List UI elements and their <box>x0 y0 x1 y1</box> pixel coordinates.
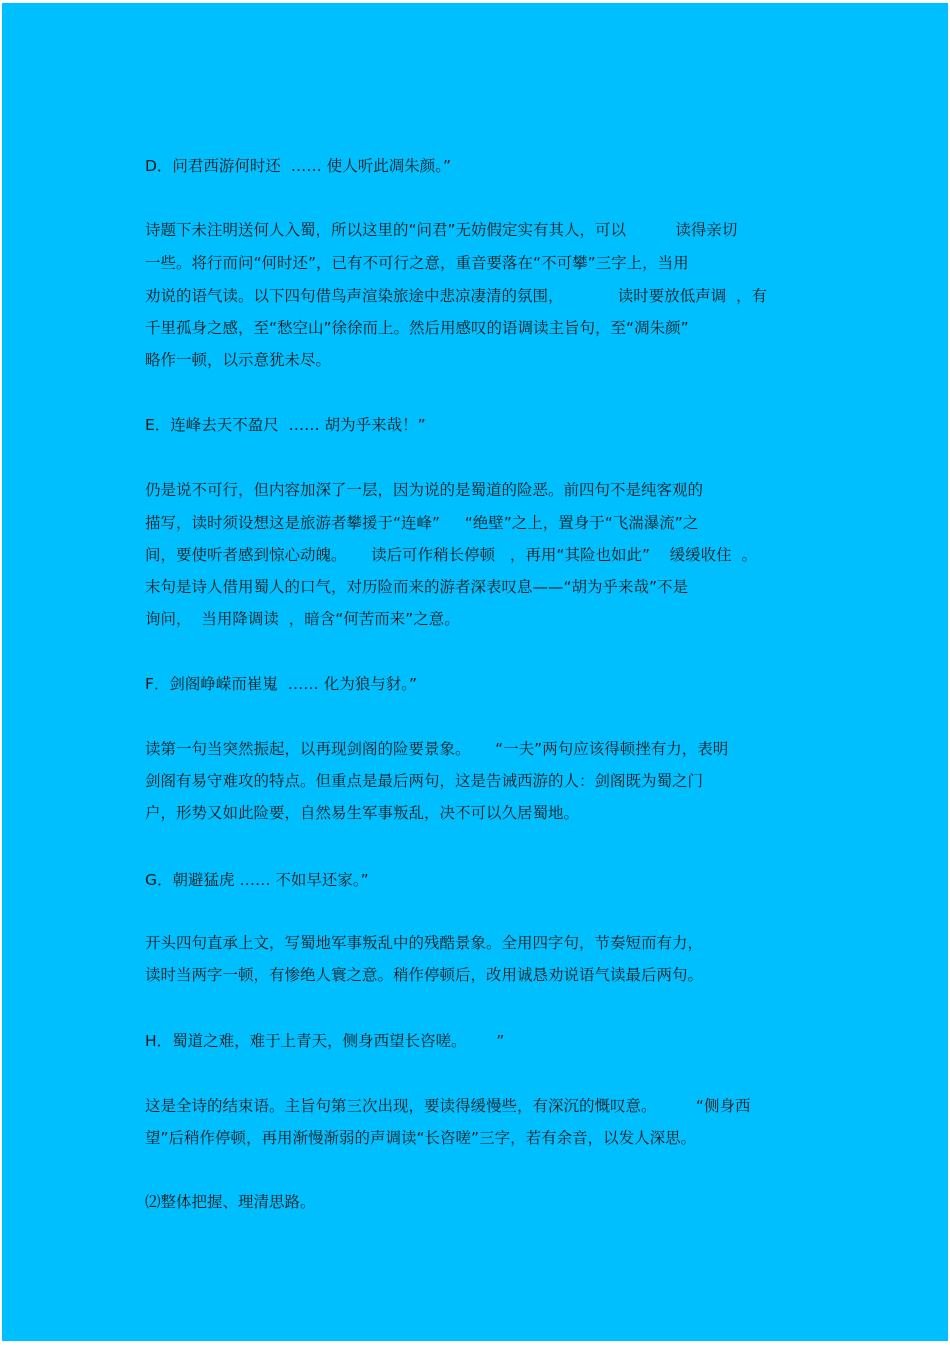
section-g-heading: G．朝避猛虎 …… 不如早还家。” <box>145 871 369 889</box>
section-f-line-2: 剑阁有易守难攻的特点。但重点是最后两句，这是告诫西游的人：剑阁既为蜀之门 <box>145 772 704 790</box>
section-f-line-1: 读第一句当突然振起，以再现剑阁的险要景象。 “一夫”两句应该得顿挫有力，表明 <box>145 740 729 758</box>
section-d-line-5: 略作一顿，以示意犹未尽。 <box>145 351 332 369</box>
section-d-line-2: 一些。将行而问“何时还”，已有不可行之意，重音要落在“不可攀”三字上，当用 <box>145 254 689 272</box>
section-d-line-4: 千里孤身之感，至“愁空山”徐徐而上。然后用感叹的语调读主旨句，至“凋朱颜” <box>145 319 689 337</box>
section-h-line-1: 这是全诗的结束语。主旨句第三次出现，要读得缓慢些，有深沉的慨叹意。 “侧身西 <box>145 1097 751 1115</box>
section-e-line-4: 末句是诗人借用蜀人的口气，对历险而来的游者深表叹息——“胡为乎来哉”不是 <box>145 578 689 596</box>
section-d-heading: D．问君西游何时还 …… 使人听此凋朱颜。” <box>145 157 451 175</box>
section-e-heading: E．连峰去天不盈尺 …… 胡为乎来哉！” <box>145 416 426 434</box>
section-f-line-3: 户，形势又如此险要，自然易生军事叛乱，决不可以久居蜀地。 <box>145 804 580 822</box>
section-h-line-2: 望”后稍作停顿，再用渐慢渐弱的声调读“长咨嗟”三字，若有余音，以发人深思。 <box>145 1129 697 1147</box>
section-h-heading: H．蜀道之难，难于上青天，侧身西望长咨嗟。 ” <box>145 1032 505 1050</box>
section-g-line-1: 开头四句直承上文，写蜀地军事叛乱中的残酷景象。全用四字句，节奏短而有力， <box>145 934 704 952</box>
section-e-line-1: 仍是说不可行，但内容加深了一层，因为说的是蜀道的险恶。前四句不是纯客观的 <box>145 481 704 499</box>
section-d-line-1: 诗题下未注明送何人入蜀，所以这里的“问君”无妨假定实有其人，可以 读得亲切 <box>145 221 738 239</box>
section-e-line-5: 询问， 当用降调读 ，暗含“何苦而来”之意。 <box>145 610 460 628</box>
section-f-heading: F．剑阁峥嵘而崔嵬 …… 化为狼与豺。” <box>145 675 417 693</box>
section-g-line-2: 读时当两字一顿，有惨绝人寰之意。稍作停顿后，改用诚恳劝说语气读最后两句。 <box>145 966 704 984</box>
section-d-line-3: 劝说的语气读。以下四句借鸟声渲染旅途中悲凉凄清的氛围， 读时要放低声调 ，有 <box>145 287 768 305</box>
section-e-line-2: 描写，读时须设想这是旅游者攀援于“连峰” “绝壁”之上，置身于“飞湍瀑流”之 <box>145 514 699 532</box>
section-e-line-3: 间，要使听者感到惊心动魄。 读后可作稍长停顿 ，再用“其险也如此” 缓缓收住 。 <box>145 546 758 564</box>
summary-heading: ⑵整体把握、理清思路。 <box>145 1193 316 1211</box>
